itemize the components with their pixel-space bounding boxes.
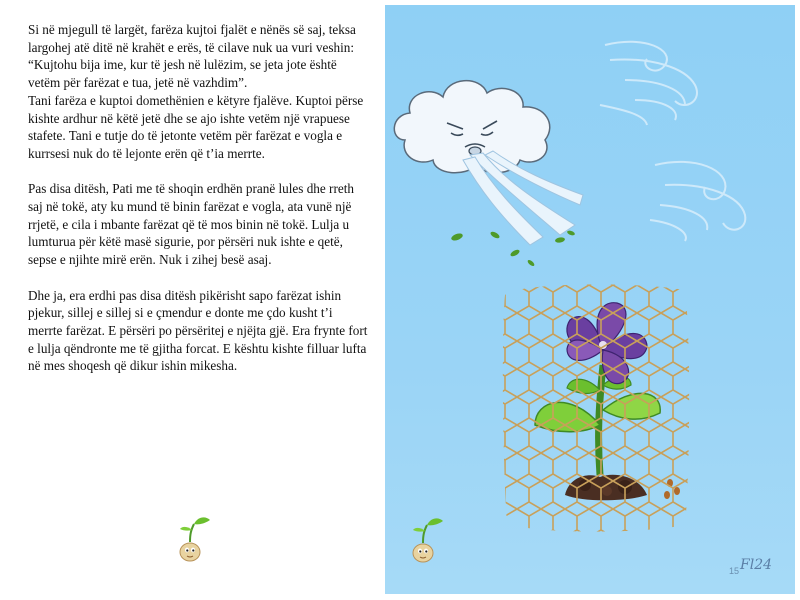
illustration-scene (385, 5, 795, 594)
text-page (0, 0, 385, 600)
story-paragraph-4: Dhe ja, era erdhi pas disa ditësh pikërisht sapo farëzat ishin pjekur, sillej e sillej si e çmendur e donte me çdo kusht t’i merrte farëzat. E përsëri po përsëritej e njëjta gjë. Era frynte fort e lulja qëndronte me të gjitha forcat. E kështu kishte filluar lufta në mes shoqesh që dikur ishin mikesha. (28, 287, 368, 374)
flying-leaves (450, 230, 575, 267)
illustrator-signature: Fl24 (740, 557, 773, 573)
wind-swirl-icon (650, 162, 745, 241)
seed-sprout-icon (413, 518, 443, 562)
protective-net (501, 281, 693, 537)
page-number: 15 (729, 566, 740, 576)
wind-stream (463, 151, 583, 245)
illustration-page (385, 5, 795, 594)
story-paragraph-2: Tani farëza e kuptoi domethënien e këtyre fjalëve. Kuptoi përse kishte ardhur në këtë jetë dhe se ajo ishte vetëm një vrapuese stafete. Tani e tutje do të jetonte vetëm për farëzat e vogla e kurrsesi nuk do të lejonte erën që t’ia merrte. (28, 92, 364, 161)
story-paragraph-3: Pas disa ditësh, Pati me të shoqin erdhën pranë lules dhe rreth saj në tokë, aty ku mund të binin farëzat e vogla, ata vunë një rrjetë, e cila i mbante farëzat që të mos binin në tokë. Lulja u lumturua për këtë masë sigurie, por përsëri nuk ishte e qetë, sepse e njihte mirë erën. Nuk i zihej besë asaj. (28, 181, 354, 268)
story-paragraph-1: Si në mjegull të largët, farëza kujtoi fjalët e nënës së saj, teksa largohej atë ditë në krahët e erës, të cilave nuk ua vuri veshin: “Kujtohu bija ime, kur të jesh në lulëzim, se jeta jote është vetëm për farëzat e tua, jetë në vazhdim”. (28, 22, 356, 91)
story-text (28, 21, 370, 375)
seed-sprout-icon (172, 512, 216, 564)
wind-swirl-icon (600, 42, 697, 125)
